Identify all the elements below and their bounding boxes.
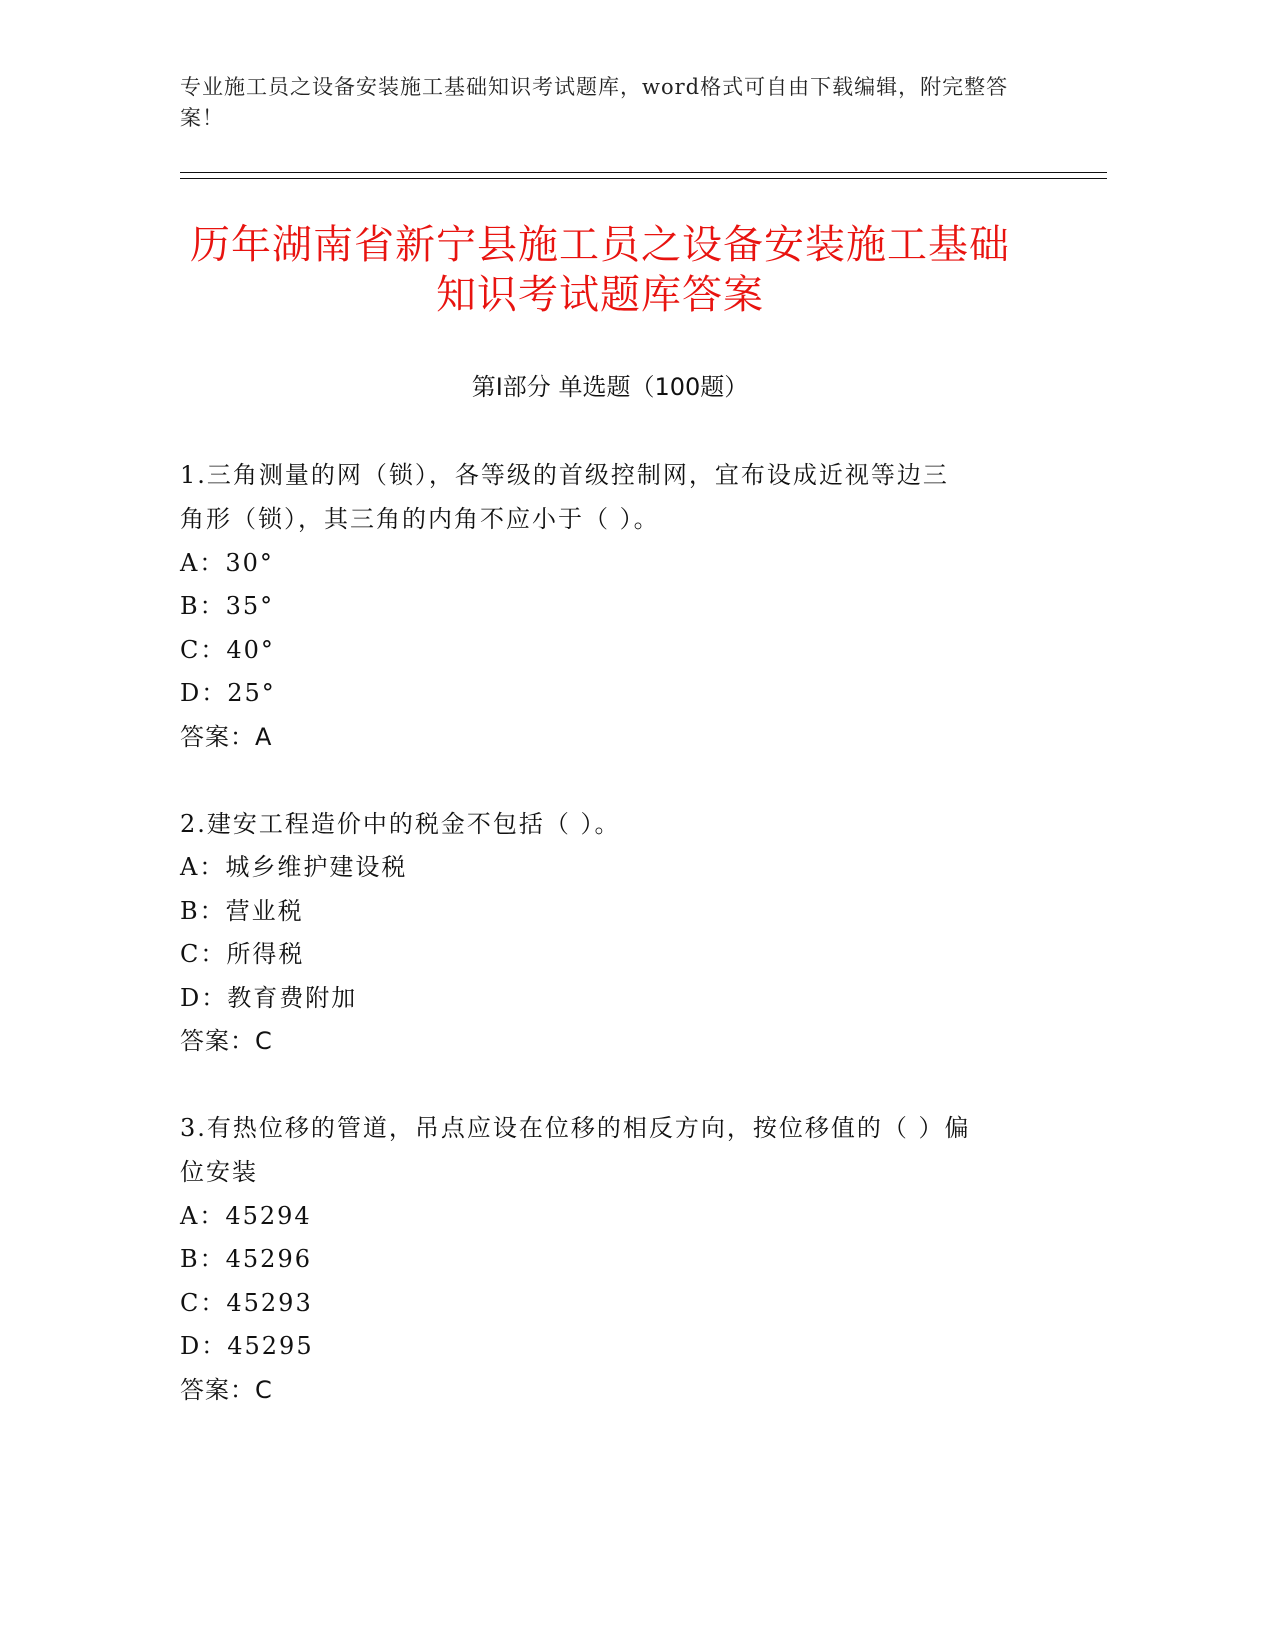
question-3-stem-line-2: 位安装 [180,1158,258,1186]
question-1-option-a: A：30° [180,549,274,577]
question-1-stem-line-1: 1.三角测量的网（锁），各等级的首级控制网，宜布设成近视等边三 [180,461,949,489]
question-3-option-a: A：45294 [180,1202,312,1230]
question-2-answer: 答案：C [180,1027,273,1055]
question-3-stem-line-1: 3.有热位移的管道，吊点应设在位移的相反方向，按位移值的（ ）偏 [180,1114,971,1142]
question-1-option-d: D：25° [180,679,276,707]
document-title: 历年湖南省新宁县施工员之设备安装施工基础知识考试题库答案 [190,222,1010,318]
question-2-option-b: B：营业税 [180,897,304,925]
question-1-stem-line-2: 角形（锁），其三角的内角不应小于（ ）。 [180,505,660,533]
header-rule-top [180,172,1107,173]
header-note: 专业施工员之设备安装施工基础知识考试题库，word格式可自由下载编辑，附完整答案！ [180,75,1009,130]
question-3-option-d: D：45295 [180,1332,314,1360]
question-3-answer: 答案：C [180,1376,273,1404]
question-2-option-c: C：所得税 [180,940,305,968]
question-2-option-d: D：教育费附加 [180,984,358,1012]
question-1-option-c: C：40° [180,636,275,664]
question-3-option-c: C：45293 [180,1289,313,1317]
header-rule-bottom [180,178,1107,179]
question-1-option-b: B：35° [180,592,275,620]
section-title: 第Ⅰ部分 单选题（100题） [471,373,749,401]
question-1-answer: 答案：A [180,723,273,751]
question-2-stem-line-1: 2.建安工程造价中的税金不包括（ ）。 [180,810,621,838]
question-2-option-a: A：城乡维护建设税 [180,853,408,881]
question-3-option-b: B：45296 [180,1245,312,1273]
